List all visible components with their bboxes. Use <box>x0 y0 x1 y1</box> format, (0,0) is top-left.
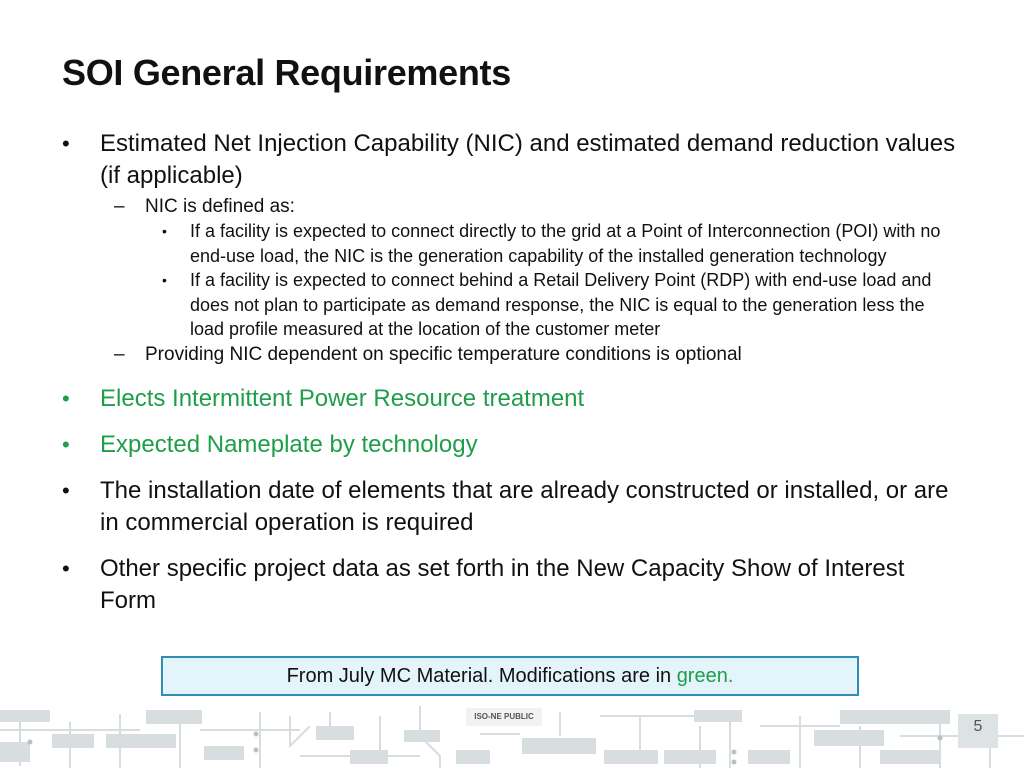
bullet-icon: • <box>62 385 70 411</box>
bullet-icon: • <box>162 272 167 288</box>
sub-bullet-text: Providing NIC dependent on specific temperature conditions is optional <box>145 343 742 365</box>
bullet-list <box>62 128 962 631</box>
sub-sub-bullet-text: If a facility is expected to connect directly to the grid at a Point of Interconnection (POI) with no end-use load, the NIC is the generation capability of the installed generation technology <box>190 221 941 266</box>
bullet-item <box>62 429 962 461</box>
bullet-item <box>62 553 962 617</box>
bullet-text: Expected Nameplate by technology <box>100 430 478 458</box>
bullet-item <box>62 475 962 539</box>
sub-sub-bullet-item <box>62 268 962 342</box>
bullet-icon: • <box>62 431 70 457</box>
bullet-text: The installation date of elements that are already constructed or installed, or are in commercial operation is required <box>100 476 949 536</box>
bullet-item <box>62 383 962 415</box>
sub-sub-bullet-item <box>62 219 962 268</box>
bullet-text: Elects Intermittent Power Resource treatment <box>100 384 585 412</box>
bullet-item <box>62 128 962 192</box>
bullet-text: Estimated Net Injection Capability (NIC) and estimated demand reduction values (if applicable) <box>100 130 956 189</box>
sub-bullet-item <box>62 194 962 219</box>
bullet-icon: • <box>62 477 70 503</box>
note-box <box>161 656 859 696</box>
bullet-icon: • <box>162 223 167 239</box>
slide-title: SOI General Requirements <box>62 52 511 93</box>
note-highlight: green. <box>676 665 734 687</box>
bullet-icon: • <box>62 555 70 581</box>
dash-icon: – <box>114 196 125 217</box>
bullet-text: Other specific project data as set forth in the New Capacity Show of Interest Form <box>100 554 905 614</box>
bullet-icon: • <box>62 131 70 156</box>
sub-sub-bullet-text: If a facility is expected to connect behind a Retail Delivery Point (RDP) with end-use load and does not plan to participate as demand response, the NIC is equal to the generation less the load profile measured at the location of the customer meter <box>190 270 932 339</box>
classification-label: ISO-NE PUBLIC <box>466 708 542 726</box>
dash-icon: – <box>114 343 125 365</box>
page-number: 5 <box>973 718 983 735</box>
sub-bullet-text: NIC is defined as: <box>145 196 295 217</box>
note-text: From July MC Material. Modifications are in <box>286 665 677 687</box>
sub-bullet-item <box>62 342 962 367</box>
